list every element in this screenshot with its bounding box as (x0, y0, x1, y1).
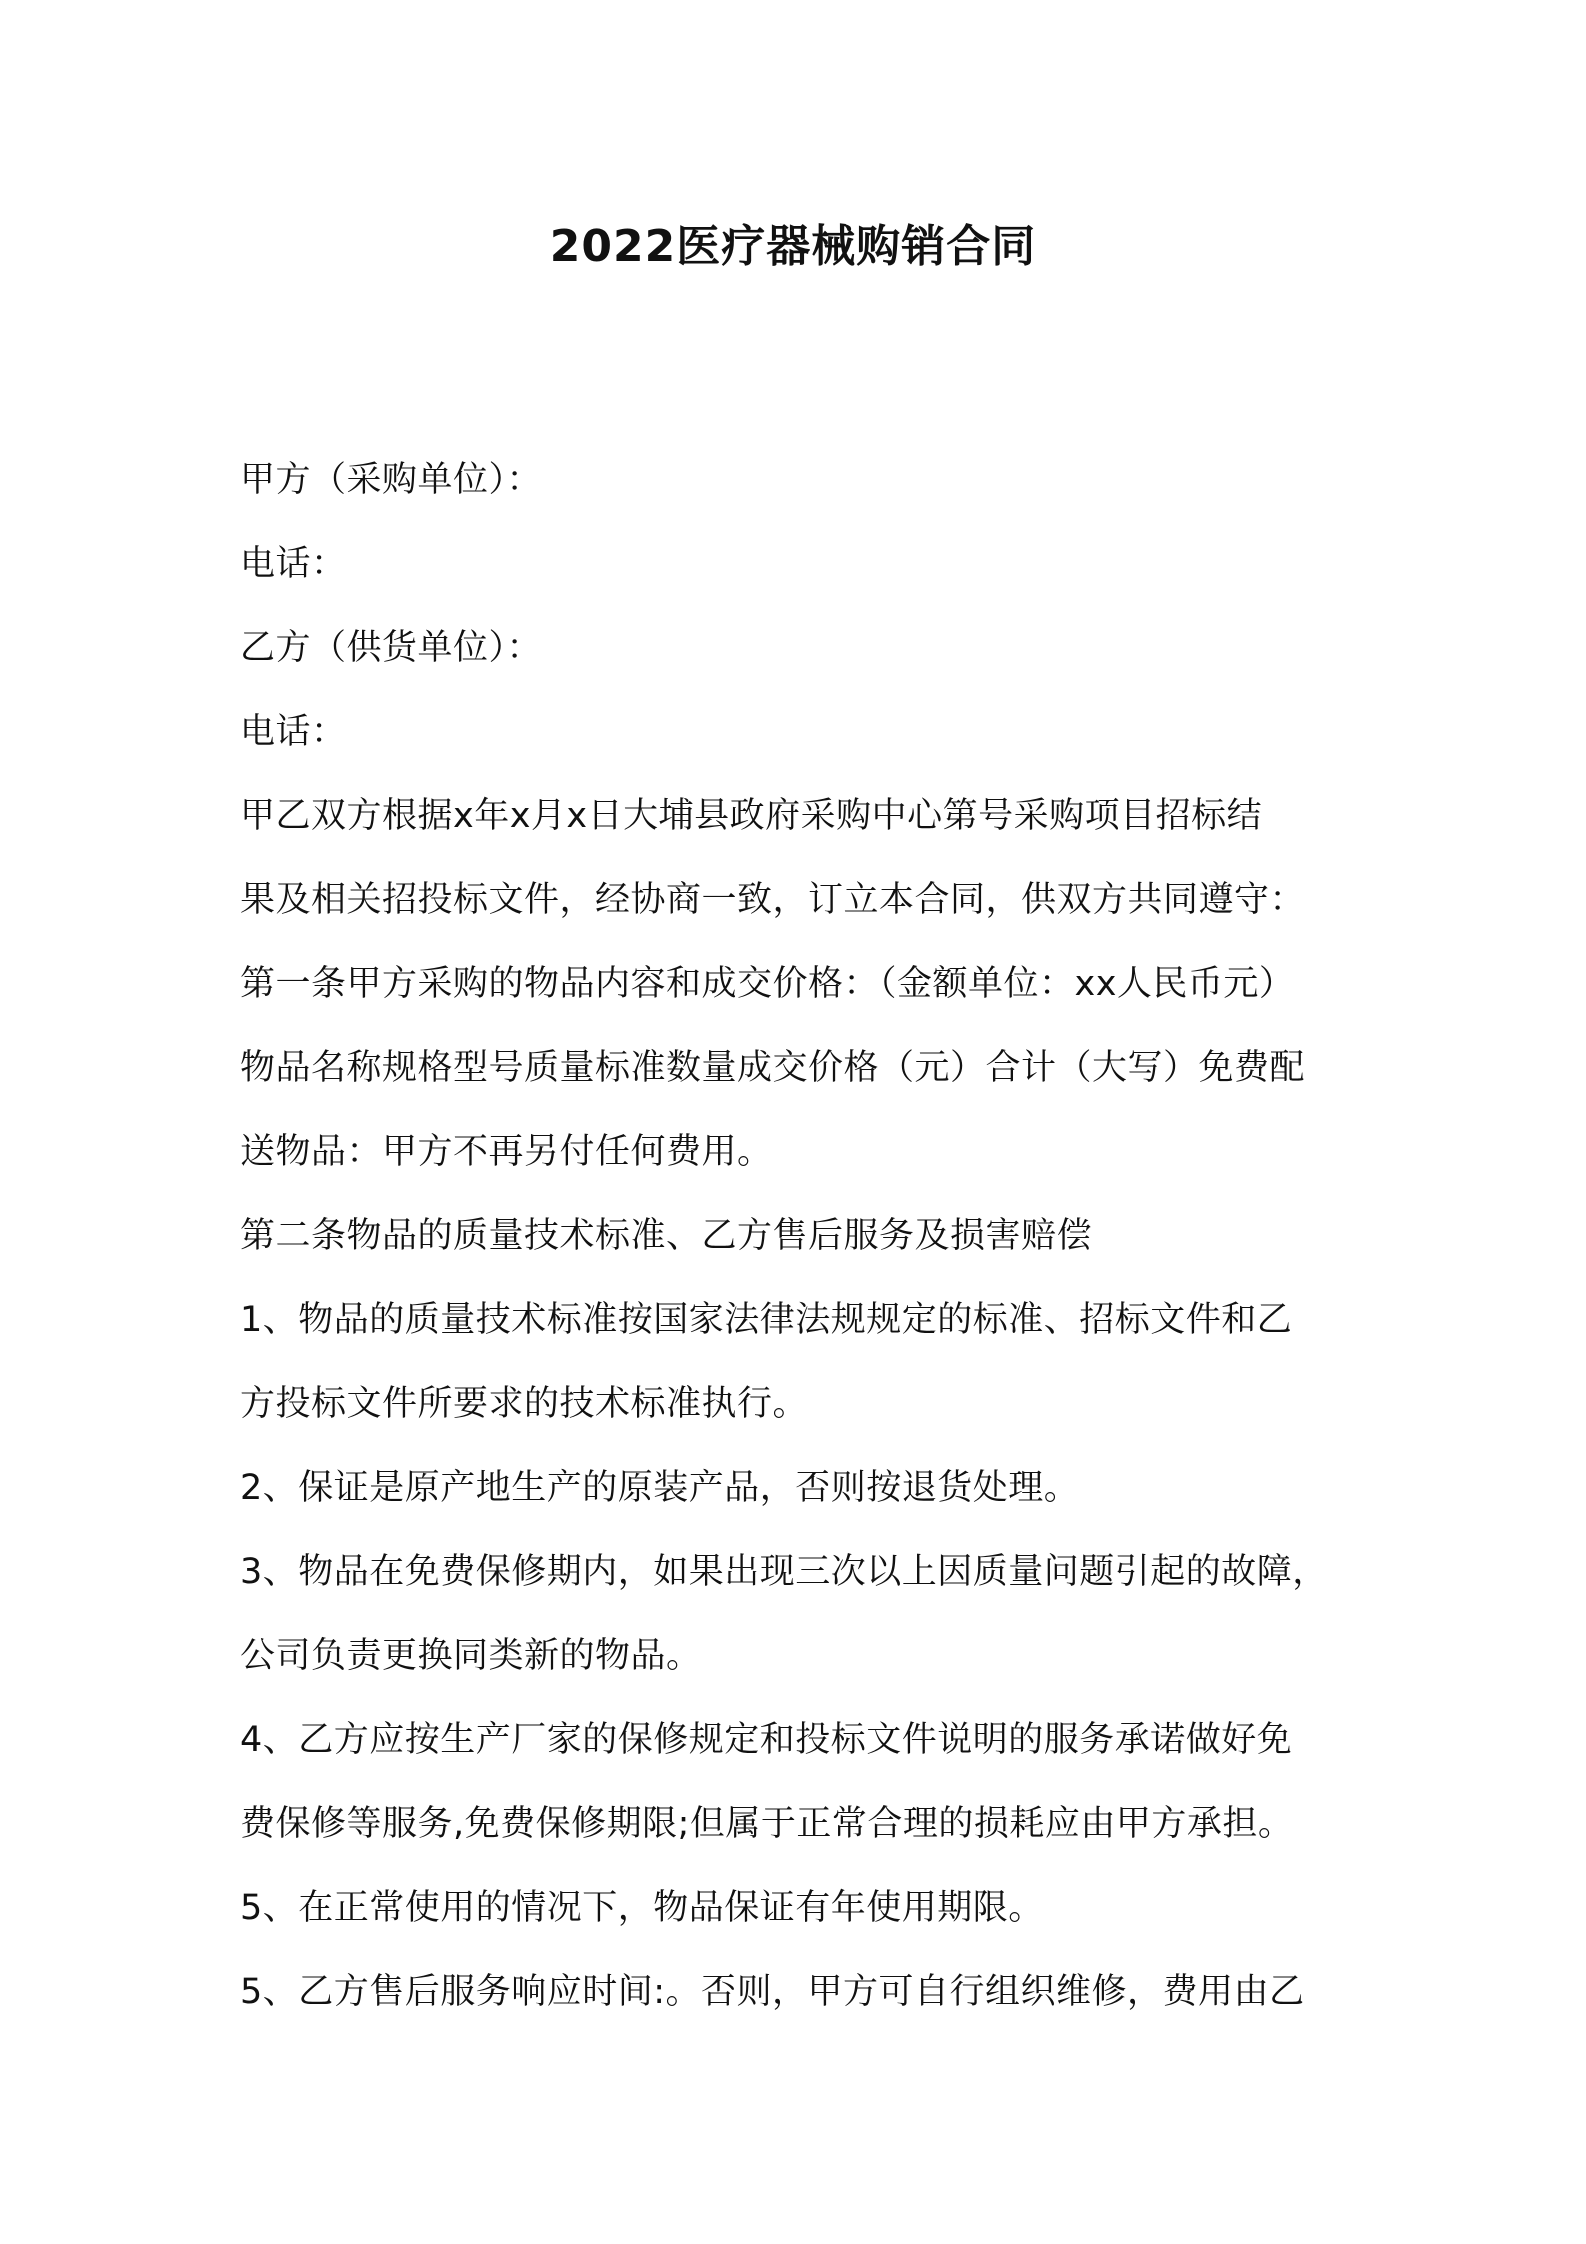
clause-5b-line: 5、乙方售后服务响应时间:。否则，甲方可自行组织维修，费用由乙 (240, 1972, 1305, 2012)
article-1-heading: 第一条甲方采购的物品内容和成交价格：（金额单位：xx人民币元） (240, 964, 1295, 1004)
document-body (240, 438, 1360, 2034)
clause-5a-line: 5、在正常使用的情况下，物品保证有年使用期限。 (240, 1888, 1044, 1928)
clause-1-line-2: 方投标文件所要求的技术标准执行。 (240, 1384, 809, 1424)
article-2-heading: 第二条物品的质量技术标准、乙方售后服务及损害赔偿 (240, 1216, 1093, 1256)
party-b-phone-line: 电话： (240, 712, 347, 752)
article-1-line-2: 送物品：甲方不再另付任何费用。 (240, 1132, 773, 1172)
article-1-line-1: 物品名称规格型号质量标准数量成交价格（元）合计（大写）免费配 (240, 1048, 1306, 1088)
preamble-line-2: 果及相关招投标文件，经协商一致，订立本合同，供双方共同遵守： (240, 880, 1306, 920)
clause-3-line-2: 公司负责更换同类新的物品。 (240, 1636, 702, 1676)
clause-3-line-1: 3、物品在免费保修期内，如果出现三次以上因质量问题引起的故障， (240, 1552, 1328, 1592)
clause-2-line: 2、保证是原产地生产的原装产品，否则按退货处理。 (240, 1468, 1080, 1508)
clause-4-line-1: 4、乙方应按生产厂家的保修规定和投标文件说明的服务承诺做好免 (240, 1720, 1293, 1760)
preamble-line-1: 甲乙双方根据x年x月x日大埔县政府采购中心第号采购项目招标结 (240, 796, 1263, 836)
party-b-line: 乙方（供货单位）： (240, 628, 543, 668)
party-a-line: 甲方（采购单位）： (240, 460, 543, 500)
party-a-phone-line: 电话： (240, 544, 347, 584)
clause-4-line-2: 费保修等服务,免费保修期限;但属于正常合理的损耗应由甲方承担。 (240, 1804, 1294, 1844)
clause-1-line-1: 1、物品的质量技术标准按国家法律法规规定的标准、招标文件和乙 (240, 1300, 1293, 1340)
document-title: 2022医疗器械购销合同 (549, 221, 1037, 272)
